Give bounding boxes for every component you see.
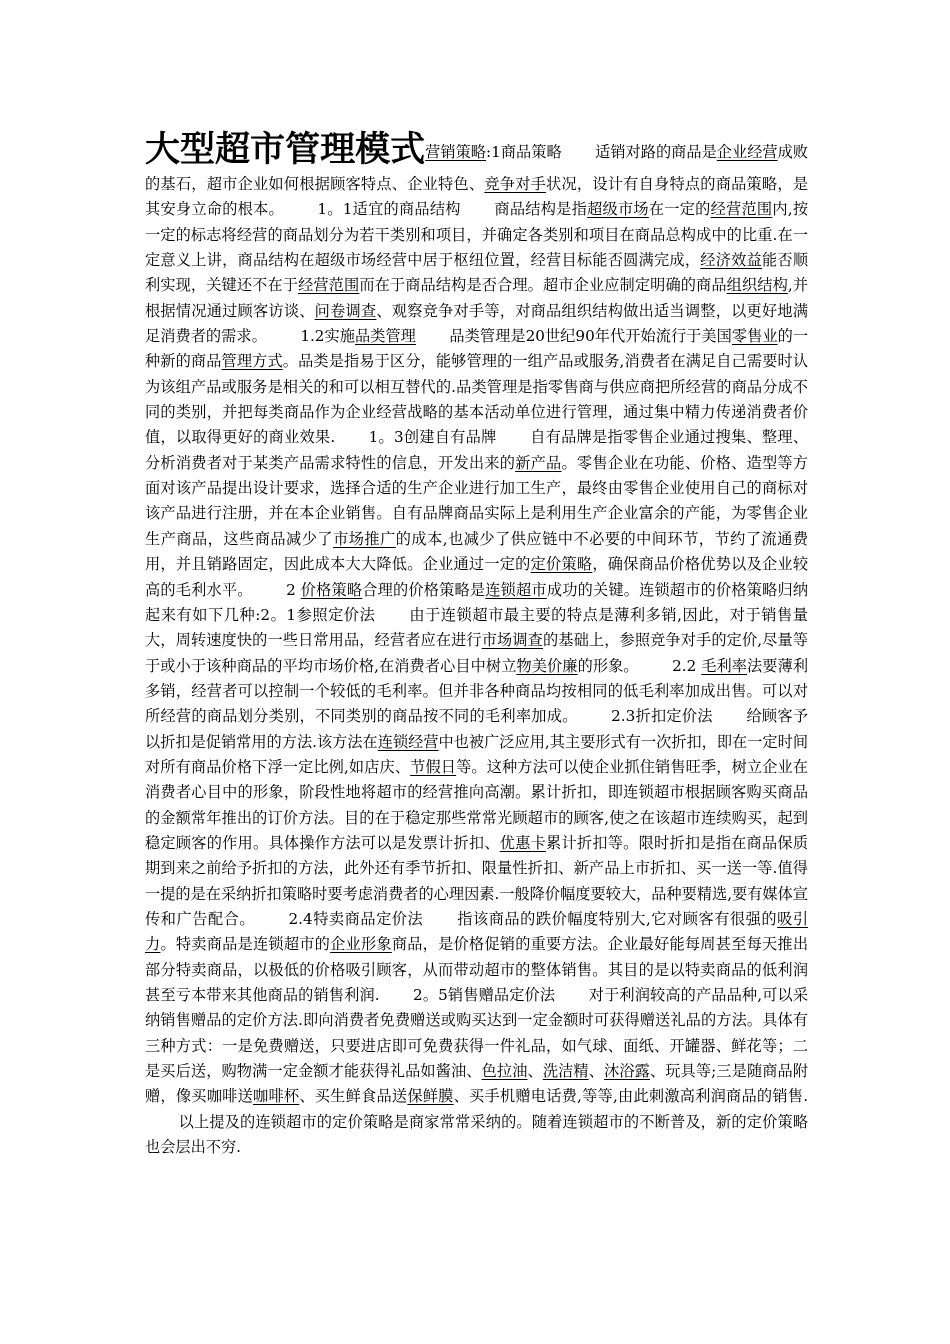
keyword-link[interactable]: 保鲜膜 (407, 1087, 454, 1106)
text-run: 。零售企业在功能、价格、造型等方面对该产品提出设计要求，选择合适的生产企业进行加工生产，最终由零售企业使用自己的商标对该产品进行注册，并在本企业销售。自有品牌商品实际上是利用生产企业富余的产能，为零售企业生产商品，这些商品减少了 (145, 453, 809, 548)
keyword-link[interactable]: 竞争对手 (484, 175, 547, 193)
text-run: 的一种新的商品 (145, 327, 809, 371)
text-run: 在一定的 (648, 200, 711, 219)
keyword-link[interactable]: 定价策略 (530, 555, 593, 574)
keyword-link[interactable]: 沐浴露 (604, 1062, 650, 1081)
text-run: 合理的价格策略是 (362, 580, 486, 599)
text-run: 、买生鲜食品送 (299, 1087, 408, 1106)
text-run: 2.2 (672, 656, 702, 675)
document-page (145, 128, 808, 1160)
text-run: ,并根据情况通过顾客访谈、 (145, 276, 809, 320)
text-run: 对于利润较高的产品品种,可以采纳销售赠品的定价方法.即向消费者免费赠送或购买达到一定金额时可获得赠送礼品的方法。具体有三种方式：一是免费赠送，只要进店即可免费获得一件礼品，如气球、面纸、开罐器、鲜花等；二是买后送，购物满一定金额才能获得礼品如酱油、 (145, 986, 809, 1081)
text-run: 自有品牌是指零售企业通过搜集、整理、分析消费者对于某类产品需求特性的信息，开发出来的 (145, 428, 809, 472)
keyword-link[interactable]: 企业经营 (716, 143, 778, 161)
keyword-link[interactable]: 咖啡杯 (253, 1087, 300, 1106)
text-run: 2.4特卖商品定价法 (288, 909, 424, 928)
text-run: 2 (286, 580, 301, 599)
text-run: 的基础上，参照竞争对手的定价,尽量等于或小于该种商品的平均市场价格,在消费者心目中树立 (145, 631, 809, 675)
keyword-link[interactable]: 洗洁精 (542, 1062, 589, 1081)
text-run: 法要薄利多销，经营者可以控制一个较低的毛利率。但并非各种商品均按相同的低毛利率加成出售。可以对所经营的商品划分类别，不同类别的商品按不同的毛利率加成。 (145, 656, 809, 726)
keyword-link[interactable]: 连锁超市 (485, 580, 547, 599)
keyword-link[interactable]: 零售业 (731, 327, 778, 346)
keyword-link[interactable]: 企业形象 (330, 935, 392, 954)
text-run: 、玩具等;三是随商品附赠，像买咖啡送 (145, 1062, 809, 1106)
body-text (145, 143, 808, 1156)
text-run: 能否顺利实现，关键还不在于 (145, 251, 809, 295)
keyword-link[interactable]: 色拉油 (481, 1062, 528, 1081)
text-run: 累计折扣等。限时折扣是指在商品保质期到来之前给予折扣的方法，此外还有季节折扣、限量性折扣、新产品上市折扣、买一送一等.值得一提的是在采纳折扣策略时要考虑消费者的心理因素.一般降价幅度要较大，品种要精选,要有媒体宣传和广告配合。 (145, 833, 809, 928)
text-run: 。特卖商品是连锁超市的 (160, 935, 331, 954)
keyword-link[interactable]: 经营范围 (710, 200, 773, 219)
text-run: 。品类是指易于区分，能够管理的一组产品或服务,消费者在满足自己需要时认为该组产品或服务是相关的和可以相互替代的.品类管理是指零售商与供应商把所经营的商品分成不同的类别，并把每类商品作为企业经营战略的基本活动单位进行管理，通过集中精力传递消费者价值，以取得更好的商业效果. (145, 352, 809, 447)
keyword-link[interactable]: 连锁经营 (377, 732, 439, 751)
text-run: 、 (588, 1062, 605, 1081)
keyword-link[interactable]: 物美价廉 (516, 656, 578, 675)
text-run: 指该商品的跌价幅度特别大,它对顾客有很强的 (456, 909, 778, 928)
keyword-link[interactable]: 问卷调查 (314, 301, 377, 320)
text-run: 由于连锁超市最主要的特点是薄利多销,因此，对于销售量大，周转速度快的一些日常用品，经营者应在进行 (145, 605, 808, 650)
keyword-link[interactable]: 优惠卡 (499, 833, 547, 852)
keyword-link[interactable]: 营销策略 (425, 143, 487, 161)
keyword-link[interactable]: 经营范围 (298, 276, 360, 295)
text-run: 品类管理是20世纪90年代开始流行于美国 (449, 327, 732, 346)
keyword-link[interactable]: 节假日 (410, 757, 457, 776)
text-run: :1商品策略 (486, 143, 562, 161)
text-run: 的成本,也减少了供应链中不必要的中间环节，节约了流通费用，并且销路固定，因此成本大大降低。企业通过一定的 (145, 529, 809, 574)
text-run: 内,按一定的标志将经营的商品划分为若干类别和项目，并确定各类别和项目在商品总构成中的比重.在一定意义上讲，商品结构在超级市场经营中居于枢纽位置，经营目标能否圆满完成， (145, 200, 809, 270)
text-run: 以上提及的连锁超市的定价策略是商家常常采纳的。随着连锁超市的不断普及，新的定价策略也会层出不穷. (145, 1112, 808, 1157)
text-run: 中也被广泛应用,其主要形式有一次折扣，即在一定时间对所有商品价格下浮一定比例,如店庆、 (145, 732, 809, 776)
text-run: 成败的基石，超市企业如何根据顾客特点、企业特色、 (145, 143, 809, 193)
text-run: 商品结构是指 (494, 200, 588, 219)
text-run: 、 (527, 1062, 543, 1081)
keyword-link[interactable]: 管理方式 (221, 352, 283, 371)
text-run: 商品，是价格促销的重要方法。企业最好能每周甚至每天推出部分特卖商品，以极低的价格吸引顾客，从而带动超市的整体销售。其目的是以特卖商品的低利润甚至亏本带来其他商品的销售利润. (145, 935, 809, 1004)
text-run: 1.2实施 (300, 327, 355, 346)
text-run: 适销对路的商品是 (595, 143, 717, 161)
keyword-link[interactable]: 新产品 (515, 453, 562, 472)
keyword-link[interactable]: 市场调查 (481, 631, 543, 650)
keyword-link[interactable]: 市场推广 (333, 529, 396, 548)
text-run: 、买手机赠电话费,等等,由此刺激高利润商品的销售. (453, 1087, 809, 1106)
text-run: 的形象。 (577, 656, 639, 675)
text-run: 而在于商品结构是否合理。超市企业应制定明确的商品 (359, 276, 727, 295)
text-run: 2。5销售赠品定价法 (413, 986, 556, 1004)
text-run: 给顾客予以折扣是促销常用的方法.该方法在 (145, 707, 809, 751)
keyword-link[interactable]: 经济效益 (700, 251, 762, 270)
keyword-link[interactable]: 吸引力 (145, 909, 809, 954)
text-run: 1。1适宜的商品结构 (317, 200, 461, 219)
text-run: 状况，设计有自身特点的商品策略，是其安身立命的根本。 (145, 175, 809, 219)
keyword-link[interactable]: 超级市场 (587, 200, 649, 219)
keyword-link[interactable]: 价格策略 (300, 580, 363, 599)
text-run: 成功的关键。连锁超市的价格策略归纳起来有如下几种:2。1参照定价法 (145, 580, 809, 624)
keyword-link[interactable]: 组织结构 (726, 276, 788, 295)
text-run: 、观察竞争对手等，对商品组织结构做出适当调整，以更好地满足消费者的需求。 (145, 301, 809, 346)
text-run: 2.3折扣定价法 (611, 707, 713, 726)
keyword-link[interactable]: 毛利率 (701, 656, 748, 675)
text-run: ，确保商品价格优势以及企业较高的毛利水平。 (145, 555, 809, 599)
text-run: 1。3创建自有品牌 (368, 428, 497, 447)
document-title: 大型超市管理模式 (145, 130, 426, 170)
text-run: 等。这种方法可以使企业抓住销售旺季，树立企业在消费者心目中的形象，阶段性地将超市的经营推向高潮。累计折扣，即连锁超市根据顾客购买商品的金额常年推出的订价方法。目的在于稳定那些常常光顾超市的顾客,使之在该超市连续购买，起到稳定顾客的作用。具体操作方法可以是发票计折扣、 (145, 757, 809, 852)
keyword-link[interactable]: 品类管理 (354, 327, 416, 346)
